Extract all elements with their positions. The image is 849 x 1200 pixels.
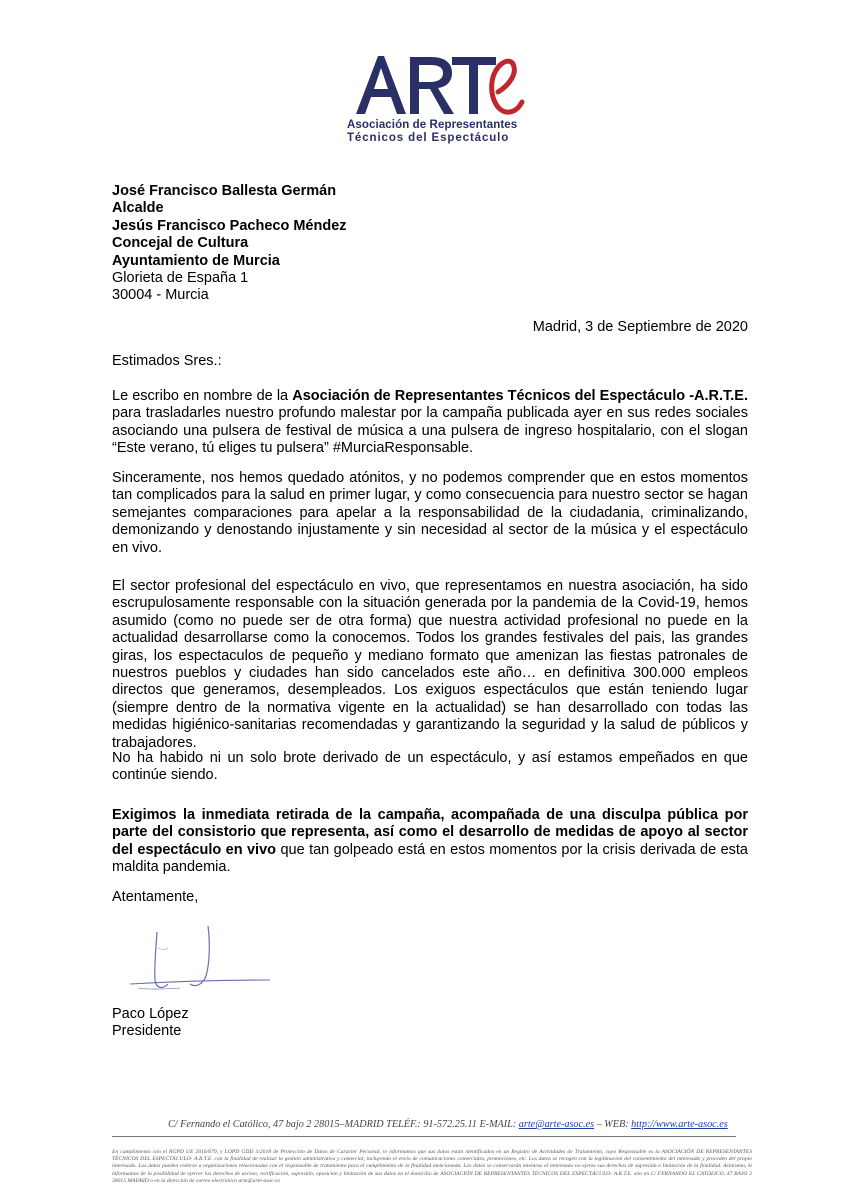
paragraph-2: Sinceramente, nos hemos quedado atónitos, y no podemos comprender que en estos momentos tan complicados para la salud en primer lugar, y como consecuencia para nuestro sector se hagan semejantes comparaciones para apelar a la responsabilidad de la ciudadania, criminalizando, demonizando y denostando injustamente y sin necesidad al sector de la música y el espectáculo en vivo. [112,470,748,556]
logo-tagline-line1: Asociación de Representantes [347,119,518,131]
legal-notice: En cumplimiento con el RGPD UE 2016/679, y LOPD GDD 3/2018 de Protección de Datos de Carácter Personal, le informamos que sus datos están identificados en un Registro de Actividades de Tratamiento, cuyo Responsable es la ASOCIACIÓN DE REPRESENTANTES TÉCNICOS DEL ESPECTÁCULO- A.R.T.E. con la finalidad de realizar la gestión administrativa y comercial, incluyendo el envío de comunicaciones comerciales, promociones, etc. Los datos se recogen con la legitimación del consentimiento del interesado y proceden del propio interesado. Los datos pueden cederse a organizaciones relacionadas con el responsable de tratamiento para el cumplimiento de la finalidad mencionada. Los datos se conservarán mientras el interesado no ejerza sus derechos de supresión o limitación de la finalidad. Asimismo, le informamos de la posibilidad de ejercer los derechos de acceso, rectificación, supresión, oposición y limitación de sus datos en el domicilio de ASOCIACIÓN DE REPRESENTANTES TÉCNICOS DEL ESPECTÁCULO- A.R.T.E. sito en C/ FERNANDO EL CATÓLICO, 47 BAJO 2 28015 MADRID o en la dirección de correo electrónico arte@arte-asoc.es [112,1149,752,1184]
signer-role: Presidente [112,1023,182,1040]
demand-rest: que tan golpeado está en estos momentos por la crisis derivada de esta maldita pandemia. [112,841,748,876]
recipient-organization: Ayuntamiento de Murcia [112,252,280,269]
recipient-city: 30004 - Murcia [112,287,209,304]
letter-date: Madrid, 3 de Septiembre de 2020 [532,319,748,335]
paragraph-4: No ha habido ni un solo brote derivado de un espectáculo, y así estamos empeñados en que continúe siendo. [112,750,748,784]
paragraph-1 [112,388,748,458]
footer-email-link[interactable]: arte@arte-asoc.es [518,1119,595,1130]
paragraph-3: El sector profesional del espectáculo en vivo, que representamos en nuestra asociación, ha sido escrupulosamente responsable con la situación generada por la pandemia de la Covid-19, hemos asumido (como no puede ser de otra forma) que nuestra actividad profesional no puede en la actualidad desarrollarse como la conocemos. Todos los grandes festivales del pais, las grandes giras, los espectaculos de pequeño y mediano formato que amenizan las fiestas patronales de nuestros pueblos y ciudades han sido cancelados este año… en definitiva 300.000 empleos directos que generamos, desempleados. Los exiguos espectáculos que están teniendo lugar (siempre dentro de la normativa vigente en la actualidad) se han desarrollado con todas las medidas higiénico-sanitarias recomendadas y garantizando la seguridad y la salud de públicos y trabajadores. [112,578,748,751]
logo-tagline-line2: Técnicos del Espectáculo [347,132,510,144]
recipient-street: Glorieta de España 1 [112,270,249,287]
paragraph-1-rest: para trasladarles nuestro profundo malestar por la campaña publicada ayer en sus redes sociales asociando una pulsera de festival de música a una pulsera de ingreso hospitalario, con el slogan “Este verano, tú eliges tu pulsera” #MurciaResponsable. [112,405,748,457]
footer-divider [112,1136,736,1137]
arte-logo [340,48,540,148]
signer-block [112,1006,189,1041]
demand-bold-text: Exigimos la inmediata retirada de la campaña, acompañada de una disculpa pública por parte del consistorio que representa, así como el desarrollo de medidas de apoyo al sector del espectáculo en vivo [112,807,748,858]
recipient-block [112,183,347,305]
recipient-name-mayor: José Francisco Ballesta Germán [112,183,337,199]
paragraph-5-demand [112,807,748,877]
footer-contact [168,1119,728,1130]
recipient-name-councillor: Jesús Francisco Pacheco Méndez [112,217,347,234]
recipient-title-mayor: Alcalde [112,200,164,217]
paragraph-1-intro: Le escribo en nombre de la [112,388,293,404]
closing: Atentamente, [112,889,199,905]
footer-web-label: – WEB: [594,1119,632,1130]
association-name: Asociación de Representantes Técnicos del Espectáculo -A.R.T.E. [292,388,748,404]
greeting: Estimados Sres.: [112,353,222,369]
recipient-title-councillor: Concejal de Cultura [112,235,249,252]
footer-address: C/ Fernando el Católico, 47 bajo 2 28015–MADRID TELÉF.: 91-572.25.11 E-MAIL: [168,1119,519,1130]
arte-logo-mark [348,48,528,120]
footer-web-link[interactable]: http://www.arte-asoc.es [631,1119,728,1130]
handwritten-signature [110,918,285,998]
signer-name: Paco López [112,1006,189,1022]
